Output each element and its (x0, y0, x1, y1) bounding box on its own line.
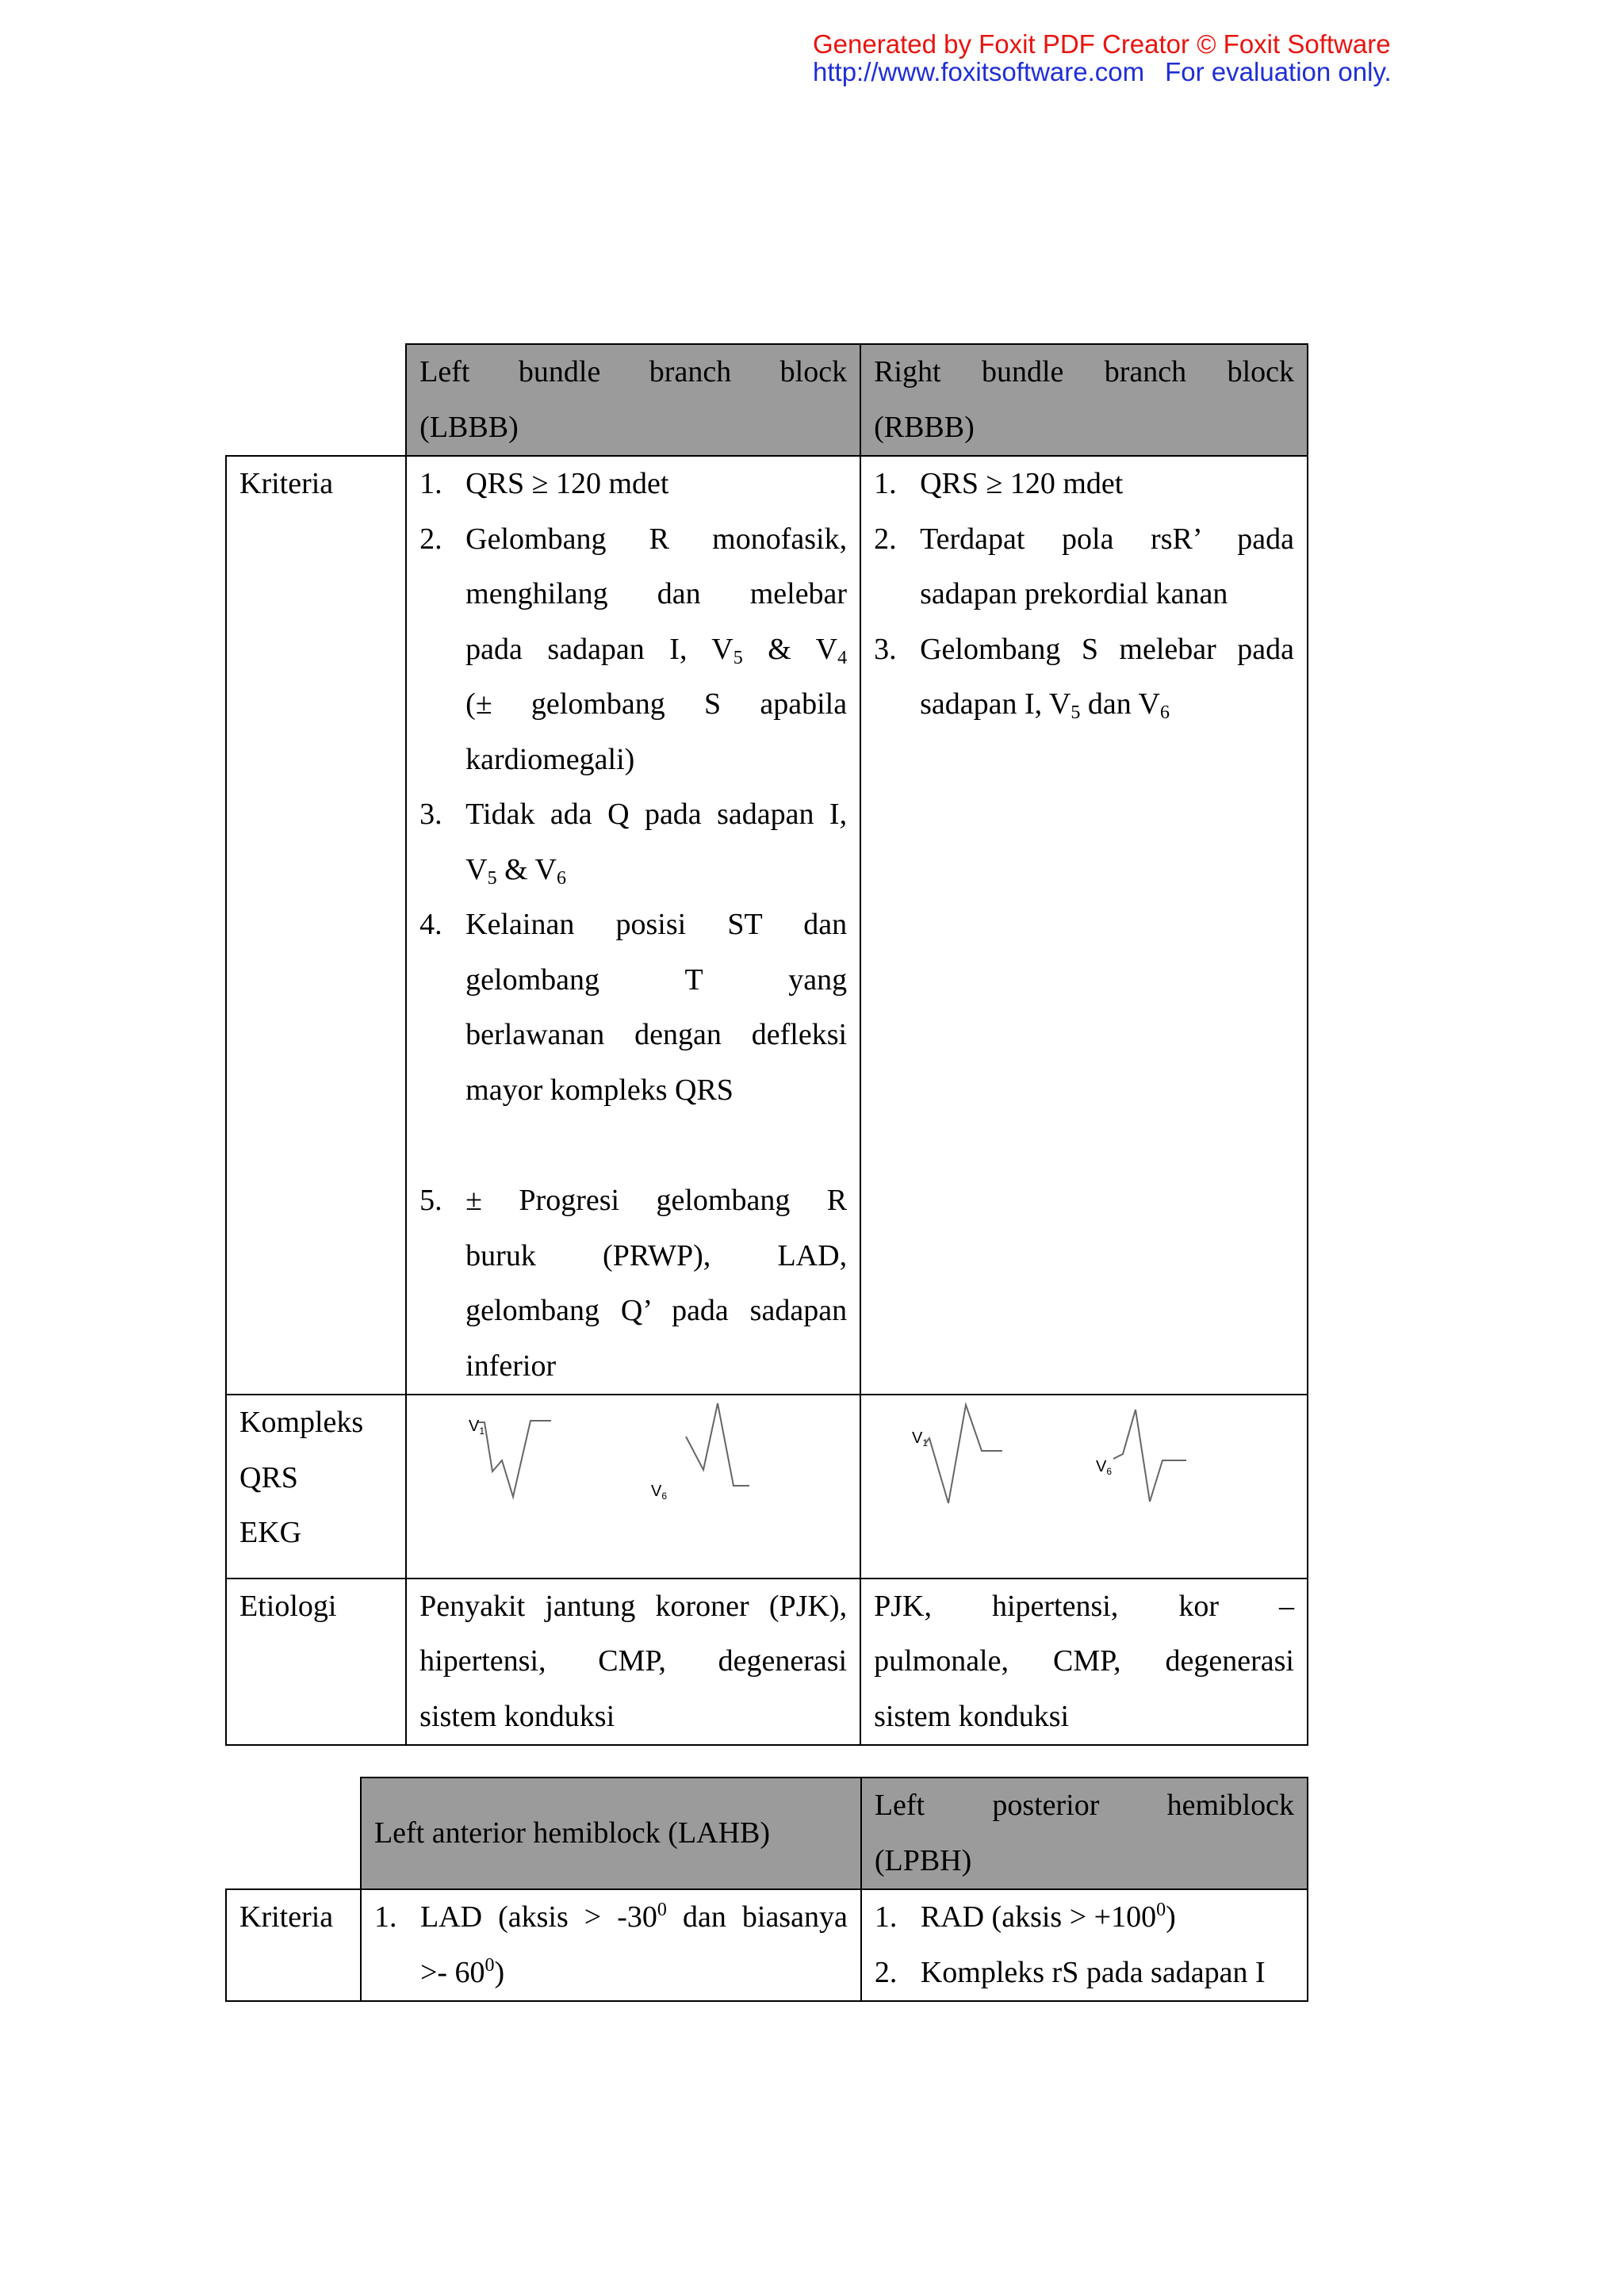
header-lbbb (406, 344, 860, 456)
lbbb-criterion-5: 5. ± Progresi gelombang R buruk (PRWP), LAD, gelombang Q’ pada sadapan inferior (419, 1184, 848, 1383)
lbbb-v1-label: $V_1$ (469, 1418, 485, 1437)
lahb-criterion-1: 1. LAD (aksis > $-30^0$ dan biasanya >- $60^0$) (373, 1900, 848, 1989)
header-rbbb (860, 344, 1308, 456)
lahb-criteria-list (374, 1890, 848, 2000)
header-lbbb-line1: Left bundle branch block (419, 355, 848, 388)
rbbb-criteria-list (874, 457, 1294, 733)
rbbb-ekg-drawing (861, 1395, 1305, 1559)
rbbb-v6-label: $V_6$ (1096, 1458, 1113, 1477)
lbbb-criterion-1: 1. QRS ≥ 120 mdet (419, 467, 669, 500)
row-label-ekg: Kompleks QRS EKG (226, 1395, 406, 1578)
rbbb-criterion-3: 3. Gelombang S melebar pada sadapan I, $V_5$ dan $V_6$ (874, 632, 1294, 723)
lbbb-ekg-cell (406, 1395, 860, 1578)
lbbb-criterion-4: 4. Kelainan posisi ST dan gelombang T yang berlawanan dengan defleksi mayor kompleks QRS (419, 908, 848, 1107)
watermark-title: Generated by Foxit PDF Creator © Foxit Software (813, 29, 1391, 59)
watermark-note: For evaluation only. (1165, 57, 1392, 86)
rbbb-etiologi: PJK, hipertensi, kor – pulmonale, CMP, degenerasi sistem konduksi (860, 1578, 1308, 1746)
header-lbbb-line2: (LBBB) (419, 410, 519, 444)
lpbh-criterion-1: 1. RAD (aksis > $+100^0$) (874, 1900, 1176, 1934)
lbbb-criteria-cell (406, 456, 860, 1395)
rbbb-criterion-2: 2. Terdapat pola rsR’ pada sadapan prekordial kanan (874, 522, 1294, 610)
lbbb-criterion-2: 2. Gelombang R monofasik, menghilang dan melebar pada sadapan I, $V_5$ & $V_4$ (± gelombang S apabila kardiomegali) (419, 522, 848, 776)
hemiblock-table (225, 1777, 1308, 2002)
table1-etiologi-row (226, 1578, 1308, 1746)
header-lahb: Left anterior hemiblock (LAHB) (361, 1777, 861, 1889)
header-rbbb-line1: Right bundle branch block (874, 355, 1294, 388)
foxit-watermark (813, 30, 1392, 86)
lbbb-v6-label: $V_6$ (651, 1483, 668, 1502)
table1-corner-cell (226, 344, 406, 456)
watermark-link-line (813, 58, 1392, 86)
header-rbbb-line2: (RBBB) (874, 410, 975, 444)
lbbb-etiologi: Penyakit jantung koroner (PJK), hipertensi, CMP, degenerasi sistem konduksi (406, 1578, 860, 1746)
lbbb-criteria-spacer (419, 1118, 847, 1173)
lbbb-v1-trace (478, 1421, 551, 1497)
table2-corner-cell (226, 1777, 361, 1889)
row-label-kriteria: Kriteria (226, 456, 406, 1395)
lbbb-criterion-3: 3. Tidak ada Q pada sadapan I, $V_5$ & $V_6$ (419, 798, 848, 889)
rbbb-criterion-1: 1. QRS ≥ 120 mdet (874, 467, 1124, 500)
table1-ekg-row (226, 1395, 1308, 1578)
rbbb-v1-trace (925, 1405, 1002, 1503)
row-label-kriteria-2: Kriteria (226, 1889, 361, 2001)
table2-kriteria-row (226, 1889, 1308, 2001)
watermark-url[interactable]: http://www.foxitsoftware.com (813, 57, 1145, 86)
lbbb-v6-trace (686, 1403, 749, 1486)
lpbh-criteria-cell (861, 1889, 1308, 2001)
table1-kriteria-row (226, 456, 1308, 1395)
header-lpbh: Left posterior hemiblock (LPBH) (861, 1777, 1308, 1889)
lahb-criteria-cell (361, 1889, 861, 2001)
rbbb-v6-trace (1113, 1410, 1186, 1502)
lpbh-criteria-list (875, 1890, 1294, 2000)
table2-header-row (226, 1777, 1308, 1889)
lbbb-criteria-list (419, 457, 847, 1394)
rbbb-ekg-cell (860, 1395, 1308, 1578)
bundle-branch-block-table (225, 343, 1308, 1746)
rbbb-criteria-cell (860, 456, 1308, 1395)
lbbb-ekg-drawing (407, 1395, 858, 1559)
row-label-etiologi: Etiologi (226, 1578, 406, 1746)
lpbh-criterion-2: 2. Kompleks rS pada sadapan I (874, 1955, 1266, 1989)
rbbb-v1-label: $V_1$ (912, 1429, 929, 1448)
table1-header-row (226, 344, 1308, 456)
